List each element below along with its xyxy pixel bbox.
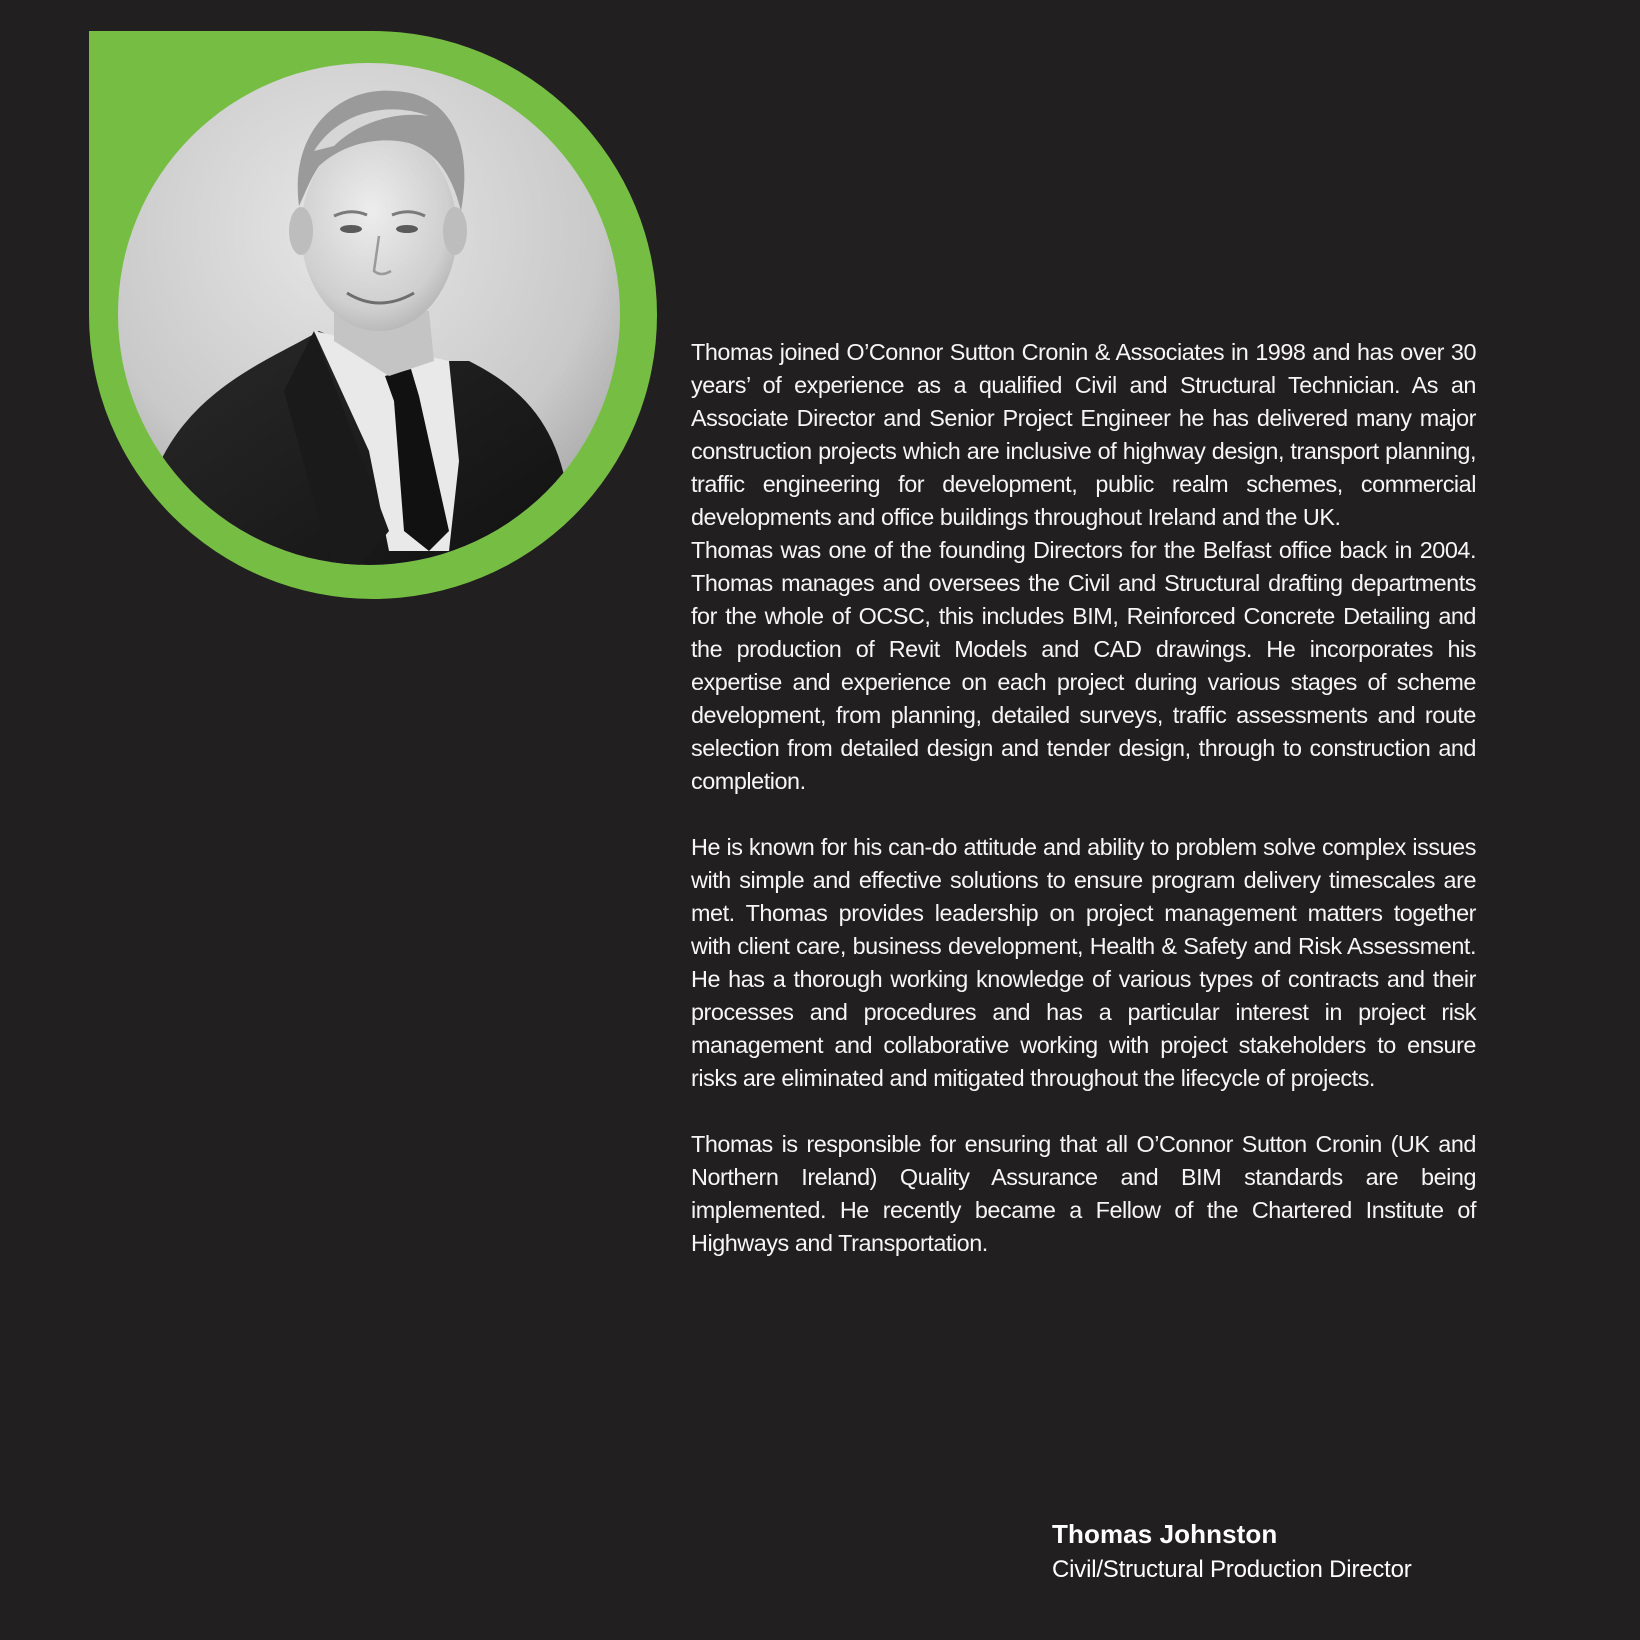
portrait-photo (89, 31, 657, 599)
paragraph-spacer (691, 798, 1476, 831)
bio-paragraph: Thomas joined O’Connor Sutton Cronin & Associates in 1998 and has over 30 years’ of experience as a qualified Civil and Structural Technician. As an Associate Director and Senior Project Engineer he has delivered many major construction projects which are inclusive of highway design, transport planning, traffic engineering for development, public realm schemes, commercial developments and office buildings throughout Ireland and the UK. (691, 339, 1476, 530)
signature-block (1052, 1517, 1482, 1587)
paragraph-spacer (691, 1095, 1476, 1128)
person-title: Civil/Structural Production Director (1052, 1556, 1412, 1583)
bio-paragraph: Thomas was one of the founding Directors for the Belfast office back in 2004. Thomas manages and oversees the Civil and Structural drafting departments for the whole of OCSC, this includes BIM, Reinforced Concrete Detailing and the production of Revit Models and CAD drawings. He incorporates his expertise and experience on each project during various stages of scheme development, from planning, detailed surveys, traffic assessments and route selection from detailed design and tender design, through to construction and completion. (691, 537, 1476, 794)
portrait-frame (89, 31, 657, 599)
bio-text (691, 336, 1476, 1260)
bio-paragraph: He is known for his can-do attitude and ability to problem solve complex issues with simple and effective solutions to ensure program delivery timescales are met. Thomas provides leadership on project management matters together with client care, business development, Health & Safety and Risk Assessment. He has a thorough working knowledge of various types of contracts and their processes and procedures and has a particular interest in project risk management and collaborative working with project stakeholders to ensure risks are eliminated and mitigated throughout the lifecycle of projects. (691, 834, 1476, 1091)
person-name: Thomas Johnston (1052, 1519, 1278, 1549)
bio-paragraph: Thomas is responsible for ensuring that all O’Connor Sutton Cronin (UK and Northern Ireland) Quality Assurance and BIM standards are being implemented. He recently became a Fellow of the Chartered Institute of Highways and Transportation. (691, 1131, 1476, 1256)
